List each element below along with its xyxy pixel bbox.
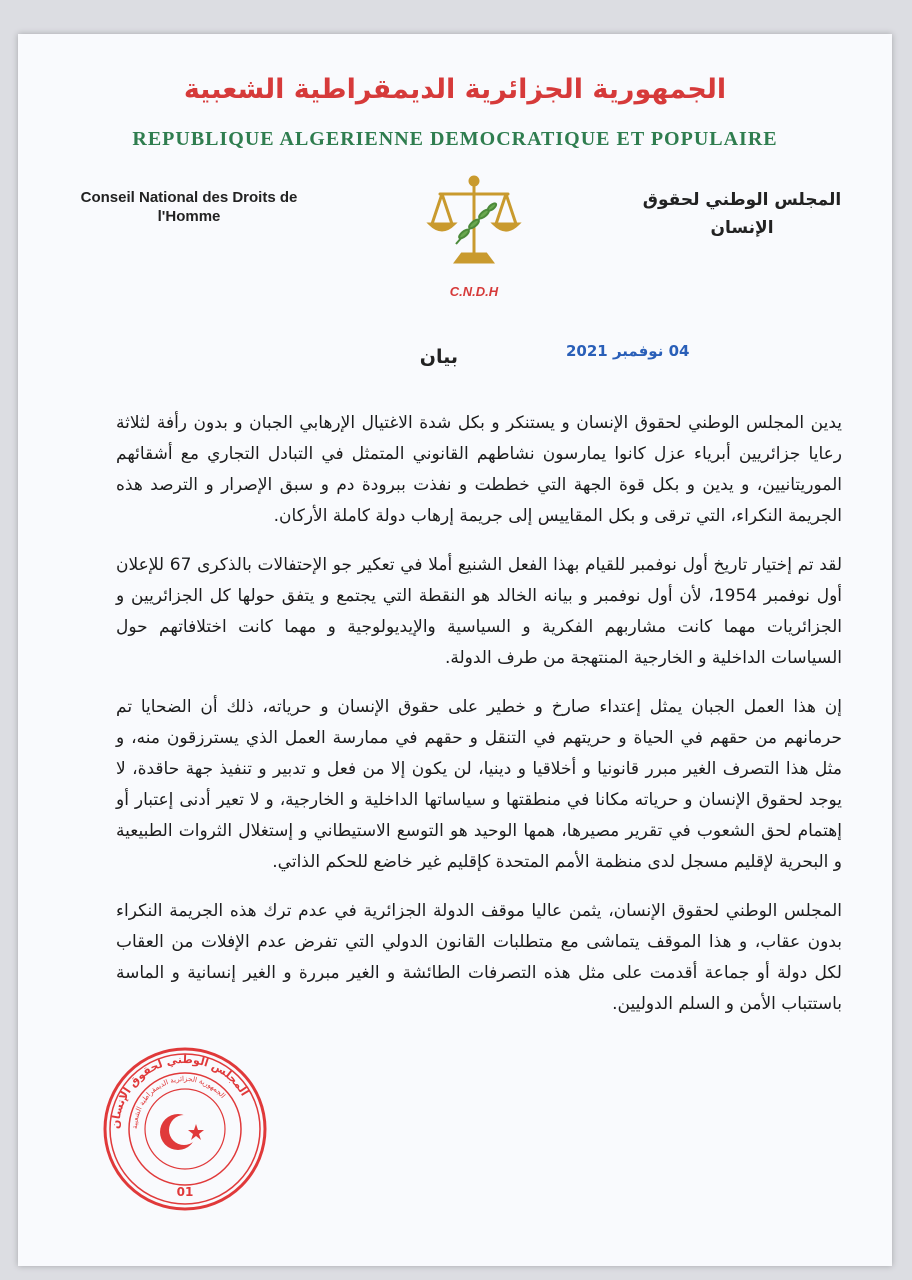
organization-name-french [64,188,314,226]
stamp-inner-text: الجمهورية الجزائرية الديمقراطية الشعبية [130,1074,227,1130]
paragraph-2: لقد تم إختيار تاريخ أول نوفمبر للقيام بهذا الفعل الشنيع أملا في تعكير جو الإحتفالات بالذكرى 67 للإعلان أول نوفمبر 1954، لأن أول نوفمبر و بيانه الخالد هو النقطة التي يجتمع و يتفق حولها كل الجزائريين و الجزائريات مهما كانت مشاربهم الفكرية و السياسية والإيديولوجية و مهما كانت اختلافاتهم حول السياسات الداخلية و الخارجية المنتهجة من طرف الدولة. [116,555,843,668]
organization-name-french-line2: l'Homme [157,208,221,225]
statement-heading: بيان [419,346,458,368]
title-french: REPUBLIQUE ALGERIENNE DEMOCRATIQUE ET POPULAIRE [132,128,778,150]
paragraph-1: يدين المجلس الوطني لحقوق الإنسان و يستنكر و بكل شدة الاغتيال الإرهابي الجبان و بدون رأفة لثلاثة رعايا جزائريين أبرياء عزل كانوا يمارسون نشاطهم القانوني المتمثل في التبادل التجاري مع أشقائهم الموريتانيين، و يدين و بكل قوة الجهة التي خططت و نفذت ببرودة دم و سبق الإصرار و الترصد هذه الجريمة النكراء، التي ترقى و بكل المقاييس إلى جريمة إرهاب دولة كاملة الأركان. [116,413,842,526]
document-page [18,34,892,1266]
stamp-number: 01 [176,1185,194,1199]
organization-name-arabic-line2: الإنسان [710,218,774,238]
title-arabic: الجمهورية الجزائرية الديمقراطية الشعبية [183,74,727,105]
official-stamp [100,1044,270,1214]
logo-caption: C.N.D.H [449,284,499,299]
organization-name-arabic [642,186,842,242]
document-date: 04 نوفمبر 2021 [566,342,690,360]
statement-body [116,408,842,1038]
paragraph-3: إن هذا العمل الجبان يمثل إعتداء صارخ و خطير على حقوق الإنسان و حرياته، ذلك أن الضحايا تم حرمانهم من حقهم في الحياة و حريتهم في التنقل و حقهم في ممارسة العمل الذي يسترزقون منه، و مثل هذا التصرف الغير مبرر قانونيا و أخلاقيا و دينيا، لن يكون إلا من فعل و تدبير و تنفيذ جهة حاقدة، لا يوجد لحقوق الإنسان و حرياته مكانا في منطقتها و سياساتها الداخلية و الخارجية، و لا تعير أدنى إعتبار أو إهتمام لحق الشعوب في تقرير مصيرها، همها الوحيد هو التوسع الاستيطاني و إستغلال الثروات الطبيعية و البحرية لإقليم مسجل لدى منظمة الأمم المتحدة كإقليم غير خاضع للحكم الذاتي. [116,697,842,872]
organization-name-arabic-line1: المجلس الوطني لحقوق [642,190,842,210]
paragraph-4: المجلس الوطني لحقوق الإنسان، يثمن عاليا موقف الدولة الجزائرية في عدم ترك هذه الجريمة النكراء بدون عقاب، و هذا الموقف يتماشى مع متطلبات القانون الدولي التي تفرض عدم الإفلات من العقاب لكل دولة أو جماعة أقدمت على مثل هذه التصرفات الطائشة و الغير مبررة و الغير إنسانية و الماسة باستتباب الأمن و السلم الدوليين. [116,901,842,1014]
crescent-star-icon [160,1114,204,1150]
organization-name-french-line1: Conseil National des Droits de [80,189,298,206]
scales-of-justice-icon [426,174,522,274]
stamp-outer-text: المجلس الوطني لحقوق الإنسان [108,1052,252,1130]
